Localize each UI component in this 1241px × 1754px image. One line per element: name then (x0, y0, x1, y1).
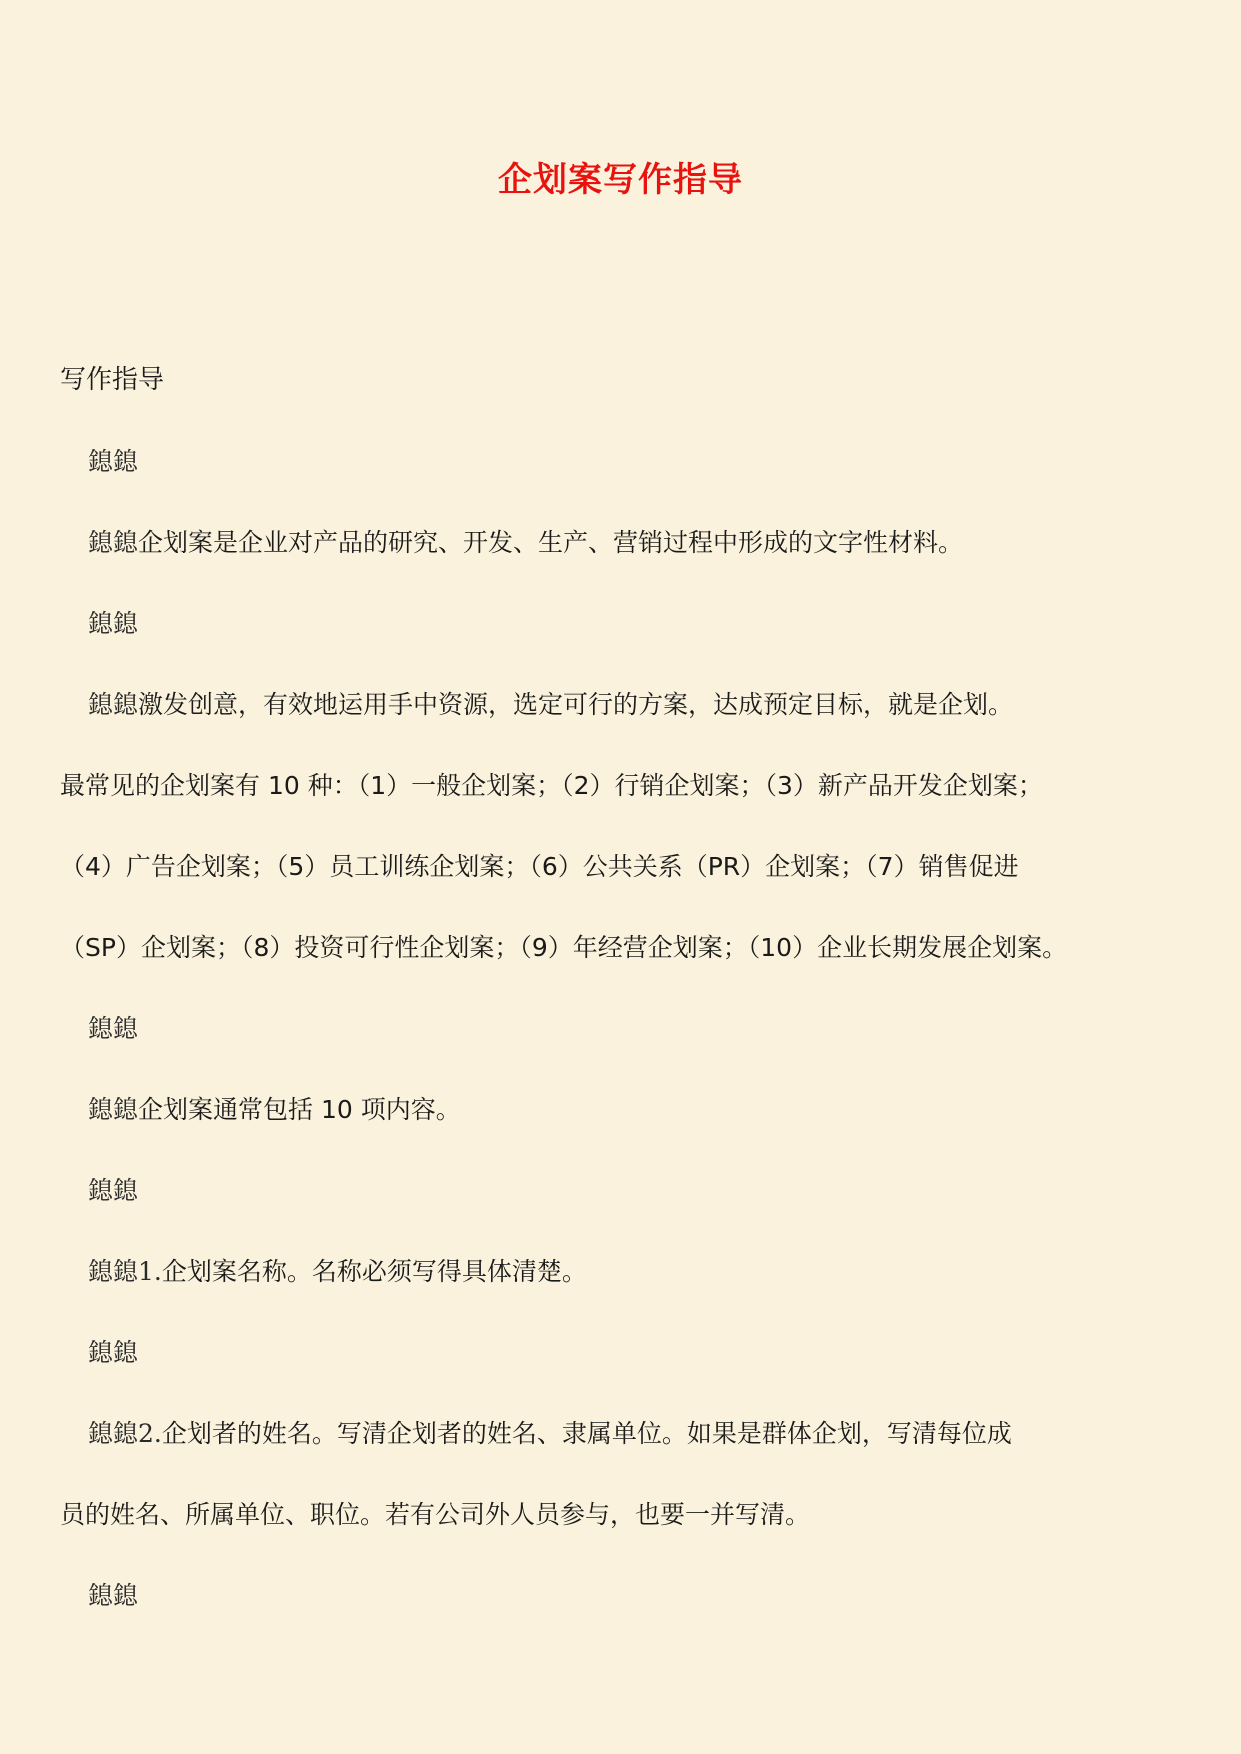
filler-glyphs: 鎴鎴 (88, 1257, 139, 1286)
paragraph-intro (60, 502, 1185, 583)
paragraph-definition (60, 664, 1185, 745)
paragraph-definition-line: （SP）企划案；（8）投资可行性企划案；（9）年经营企划案；（10）企业长期发展企划案。 (60, 933, 1068, 962)
blank-paragraph (60, 988, 1185, 1069)
paragraph-contents (60, 1069, 1185, 1150)
blank-paragraph (60, 421, 1185, 502)
filler-glyphs: 鎴鎴 (88, 690, 139, 719)
filler-glyphs: 鎴鎴 (88, 1581, 139, 1610)
filler-glyphs: 鎴鎴 (88, 447, 139, 476)
filler-glyphs: 鎴鎴 (88, 1176, 139, 1205)
filler-glyphs: 鎴鎴 (88, 1419, 139, 1448)
blank-paragraph (60, 1555, 1185, 1636)
paragraph-text: 激发创意，有效地运用手中资源，选定可行的方案，达成预定目标，就是企划。 (138, 690, 1014, 719)
list-item-2-continued: 员的姓名、所属单位、职位。若有公司外人员参与，也要一并写清。 (60, 1500, 811, 1529)
list-item-1 (60, 1231, 1185, 1312)
list-item-number: 1. (138, 1257, 162, 1286)
list-item-number: 2. (138, 1419, 162, 1448)
paragraph-text: 企划案通常包括 10 项内容。 (138, 1095, 461, 1124)
document-body (60, 340, 1185, 1636)
paragraph-definition-line: 最常见的企划案有 10 种：（1）一般企划案；（2）行销企划案；（3）新产品开发企划案； (60, 771, 1043, 800)
paragraph-text: 企划案是企业对产品的研究、开发、生产、营销过程中形成的文字性材料。 (138, 528, 964, 557)
document-title: 企划案写作指导 (498, 160, 743, 200)
list-item-text: 企划者的姓名。写清企划者的姓名、隶属单位。如果是群体企划，写清每位成 (161, 1419, 1012, 1448)
section-heading: 写作指导 (60, 365, 165, 395)
blank-paragraph (60, 1150, 1185, 1231)
filler-glyphs: 鎴鎴 (88, 1338, 139, 1367)
filler-glyphs: 鎴鎴 (88, 528, 139, 557)
filler-glyphs: 鎴鎴 (88, 609, 139, 638)
list-item-text: 企划案名称。名称必须写得具体清楚。 (161, 1257, 587, 1286)
list-item-2 (60, 1393, 1185, 1474)
blank-paragraph (60, 1312, 1185, 1393)
blank-paragraph (60, 583, 1185, 664)
paragraph-definition-line: （4）广告企划案；（5）员工训练企划案；（6）公共关系（PR）企划案；（7）销售促进 (60, 852, 1019, 881)
filler-glyphs: 鎴鎴 (88, 1014, 139, 1043)
filler-glyphs: 鎴鎴 (88, 1095, 139, 1124)
